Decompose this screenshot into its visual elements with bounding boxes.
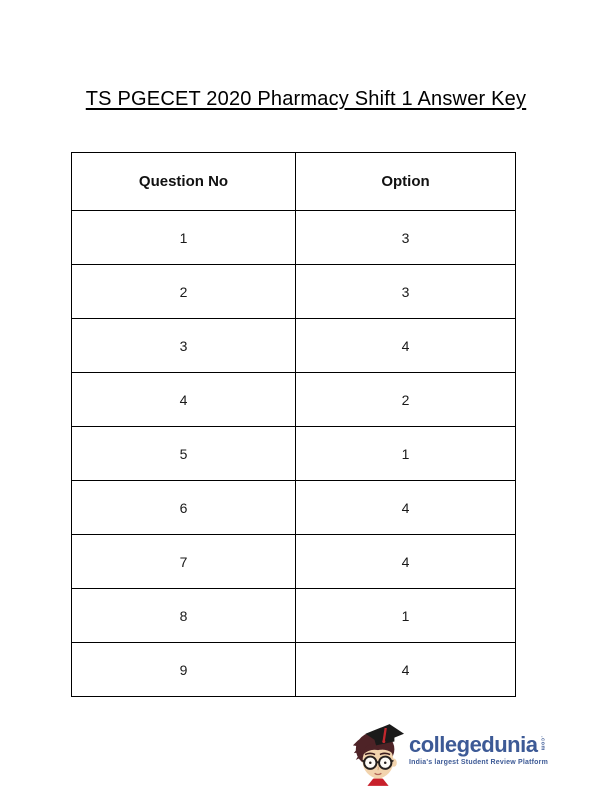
table-row	[72, 481, 516, 535]
table-row	[72, 535, 516, 589]
question-no-cell: 7	[72, 535, 296, 589]
question-no-cell: 8	[72, 589, 296, 643]
table-row	[72, 427, 516, 481]
option-cell: 4	[296, 643, 516, 697]
option-cell: 2	[296, 373, 516, 427]
option-cell: 4	[296, 535, 516, 589]
option-cell: 1	[296, 427, 516, 481]
brand-domain-suffix: .com	[539, 736, 546, 751]
table-row	[72, 319, 516, 373]
page-title: TS PGECET 2020 Pharmacy Shift 1 Answer Key	[85, 88, 527, 110]
table-row	[72, 643, 516, 697]
brand-tagline: India's largest Student Review Platform	[409, 759, 548, 766]
logo-text-block	[409, 722, 548, 766]
option-cell: 3	[296, 265, 516, 319]
table-row	[72, 373, 516, 427]
question-no-cell: 9	[72, 643, 296, 697]
table-header	[72, 153, 516, 211]
question-no-cell: 4	[72, 373, 296, 427]
column-header-option: Option	[296, 153, 516, 211]
table-body	[72, 211, 516, 697]
question-no-cell: 2	[72, 265, 296, 319]
option-cell: 4	[296, 481, 516, 535]
table-row	[72, 589, 516, 643]
question-no-cell: 1	[72, 211, 296, 265]
brand-wordmark: collegedunia	[409, 732, 538, 757]
column-header-question-no: Question No	[72, 153, 296, 211]
table-header-row	[72, 153, 516, 211]
table-row	[72, 265, 516, 319]
question-no-cell: 6	[72, 481, 296, 535]
answer-key-table	[71, 152, 516, 697]
mascot-graduate-icon	[351, 722, 405, 788]
collegedunia-logo	[351, 722, 548, 788]
table-row	[72, 211, 516, 265]
option-cell: 4	[296, 319, 516, 373]
question-no-cell: 3	[72, 319, 296, 373]
option-cell: 1	[296, 589, 516, 643]
question-no-cell: 5	[72, 427, 296, 481]
option-cell: 3	[296, 211, 516, 265]
